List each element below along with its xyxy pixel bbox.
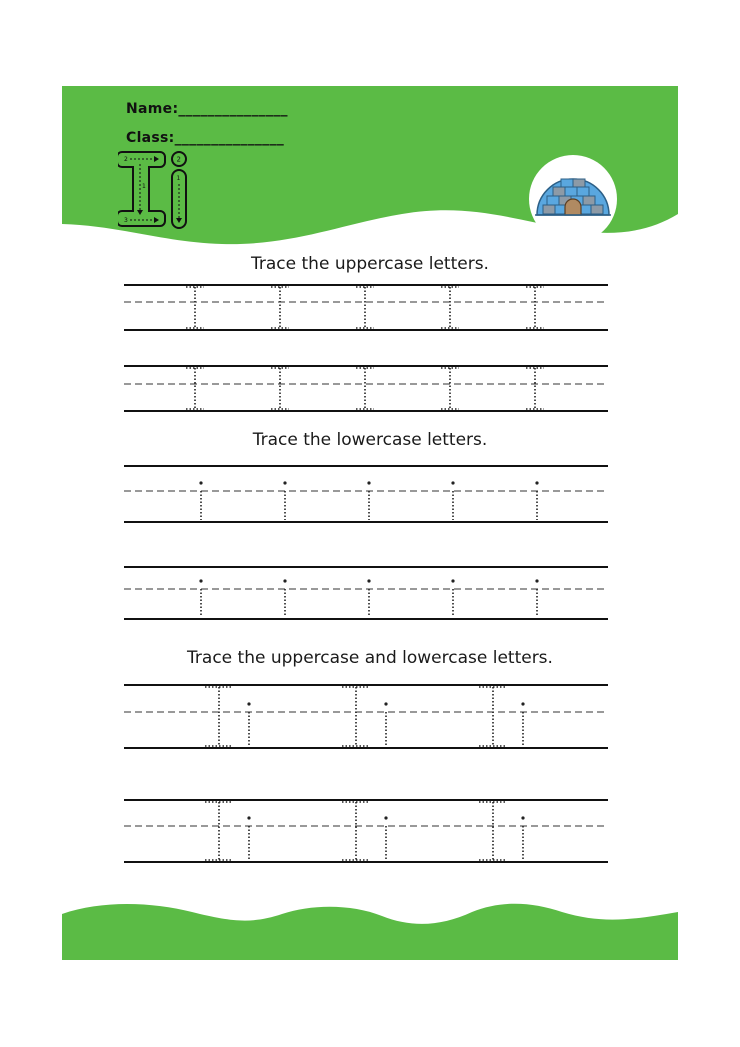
- section-heading-lowercase: Trace the lowercase letters.: [252, 430, 488, 450]
- lowercase-i-dot: [535, 579, 538, 582]
- lowercase-i-dot: [451, 579, 454, 582]
- section-heading-mixed: Trace the uppercase and lowercase letters.: [187, 648, 553, 668]
- lowercase-i-dot: [384, 702, 387, 705]
- lowercase-i-dot: [247, 702, 250, 705]
- name-field-label: Name:_______________: [126, 101, 288, 117]
- lowercase-i-dot: [521, 702, 524, 705]
- stroke-number: 2: [176, 155, 181, 164]
- lowercase-i-dot: [199, 579, 202, 582]
- lowercase-i-dot: [283, 579, 286, 582]
- lowercase-i-dot: [451, 481, 454, 484]
- stroke-number: 3: [124, 217, 128, 224]
- lowercase-i-dot: [367, 481, 370, 484]
- lowercase-i-dot: [247, 816, 250, 819]
- lowercase-i-dot: [521, 816, 524, 819]
- lowercase-i-dot: [199, 481, 202, 484]
- lowercase-i-dot: [367, 579, 370, 582]
- stroke-number: 2: [124, 156, 128, 163]
- lowercase-i-dot: [535, 481, 538, 484]
- lowercase-i-dot: [384, 816, 387, 819]
- stroke-number: 1: [142, 183, 146, 190]
- section-heading-uppercase: Trace the uppercase letters.: [251, 254, 489, 274]
- footer-banner: [62, 900, 678, 960]
- stroke-number: 1: [176, 175, 181, 182]
- lowercase-i-dot: [283, 481, 286, 484]
- class-field-label: Class:_______________: [126, 130, 285, 146]
